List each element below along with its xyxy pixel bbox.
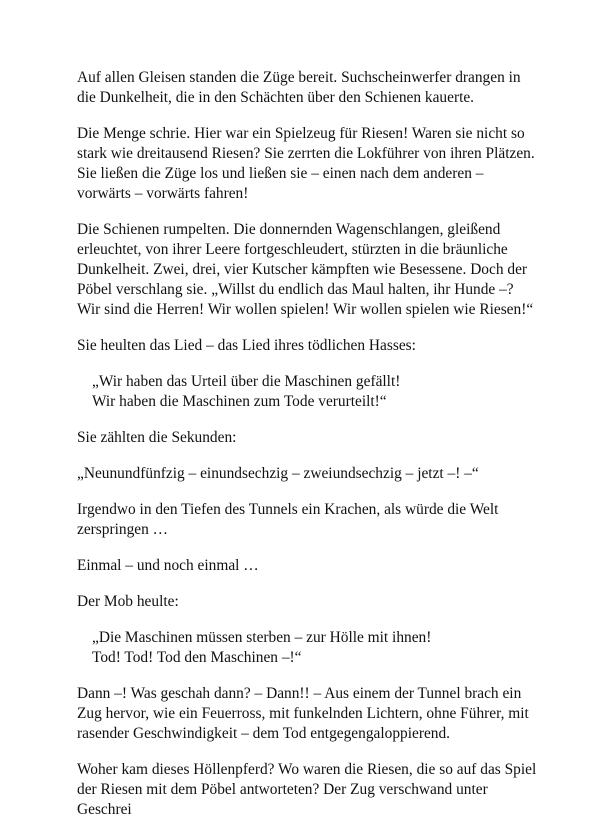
- paragraph-counted-seconds: Sie zählten die Sekunden:: [77, 429, 237, 446]
- paragraph-song-intro: Sie heulten das Lied – das Lied ihres tödlichen Hasses:: [77, 337, 416, 354]
- verse-line: Tod! Tod! Tod den Maschinen –!“: [92, 649, 302, 666]
- verse-line: „Wir haben das Urteil über die Maschinen gefällt!: [92, 373, 401, 390]
- paragraph-rails-rumbled: Die Schienen rumpelten. Die donnernden Wagenschlangen, gleißend erleuchtet, von ihrer Leere fortgeschleudert, stürzten in die bräunliche Dunkelheit. Zwei, drei, vier Kutscher kämpften wie Besessene. Doch der Pöbel verschlang sie. „Willst du endlich das Maul halten, ihr Hunde –? Wir sind die Herren! Wir wollen spielen! Wir wollen spielen wie Riesen!“: [77, 221, 534, 318]
- verse-line: „Die Maschinen müssen sterben – zur Hölle mit ihnen!: [92, 629, 432, 646]
- verse-machines-must-die: [92, 628, 540, 668]
- paragraph-crash: Irgendwo in den Tiefen des Tunnels ein Krachen, als würde die Welt zerspringen …: [77, 501, 499, 538]
- paragraph-countdown: „Neunundfünfzig – einundsechzig – zweiundsechzig – jetzt –! –“: [77, 465, 479, 482]
- paragraph-once-more: Einmal – und noch einmal …: [77, 557, 259, 574]
- paragraph-hell-horse: Woher kam dieses Höllenpferd? Wo waren die Riesen, die so auf das Spiel der Riesen mit dem Pöbel antworteten? Der Zug verschwand unter Geschrei: [77, 761, 537, 818]
- paragraph-crowd-screamed: Die Menge schrie. Hier war ein Spielzeug für Riesen! Waren sie nicht so stark wie dreitausend Riesen? Sie zerrten die Lokführer von ihren Plätzen. Sie ließen die Züge los und ließen sie – einen nach dem anderen – vorwärts – vorwärts fahren!: [77, 125, 535, 202]
- paragraph-trains-ready: Auf allen Gleisen standen die Züge bereit. Suchscheinwerfer drangen in die Dunkelheit, die in den Schächten über den Schienen kauerte.: [77, 69, 521, 106]
- verse-line: Wir haben die Maschinen zum Tode verurteilt!“: [92, 393, 387, 410]
- verse-judgment: [92, 372, 540, 412]
- paragraph-mob-howled: Der Mob heulte:: [77, 593, 179, 610]
- paragraph-train-burst: Dann –! Was geschah dann? – Dann!! – Aus einem der Tunnel brach ein Zug hervor, wie ein Feuerross, mit funkelnden Lichtern, ohne Führer, mit rasender Geschwindigkeit – dem Tod entgegengaloppierend.: [77, 685, 529, 742]
